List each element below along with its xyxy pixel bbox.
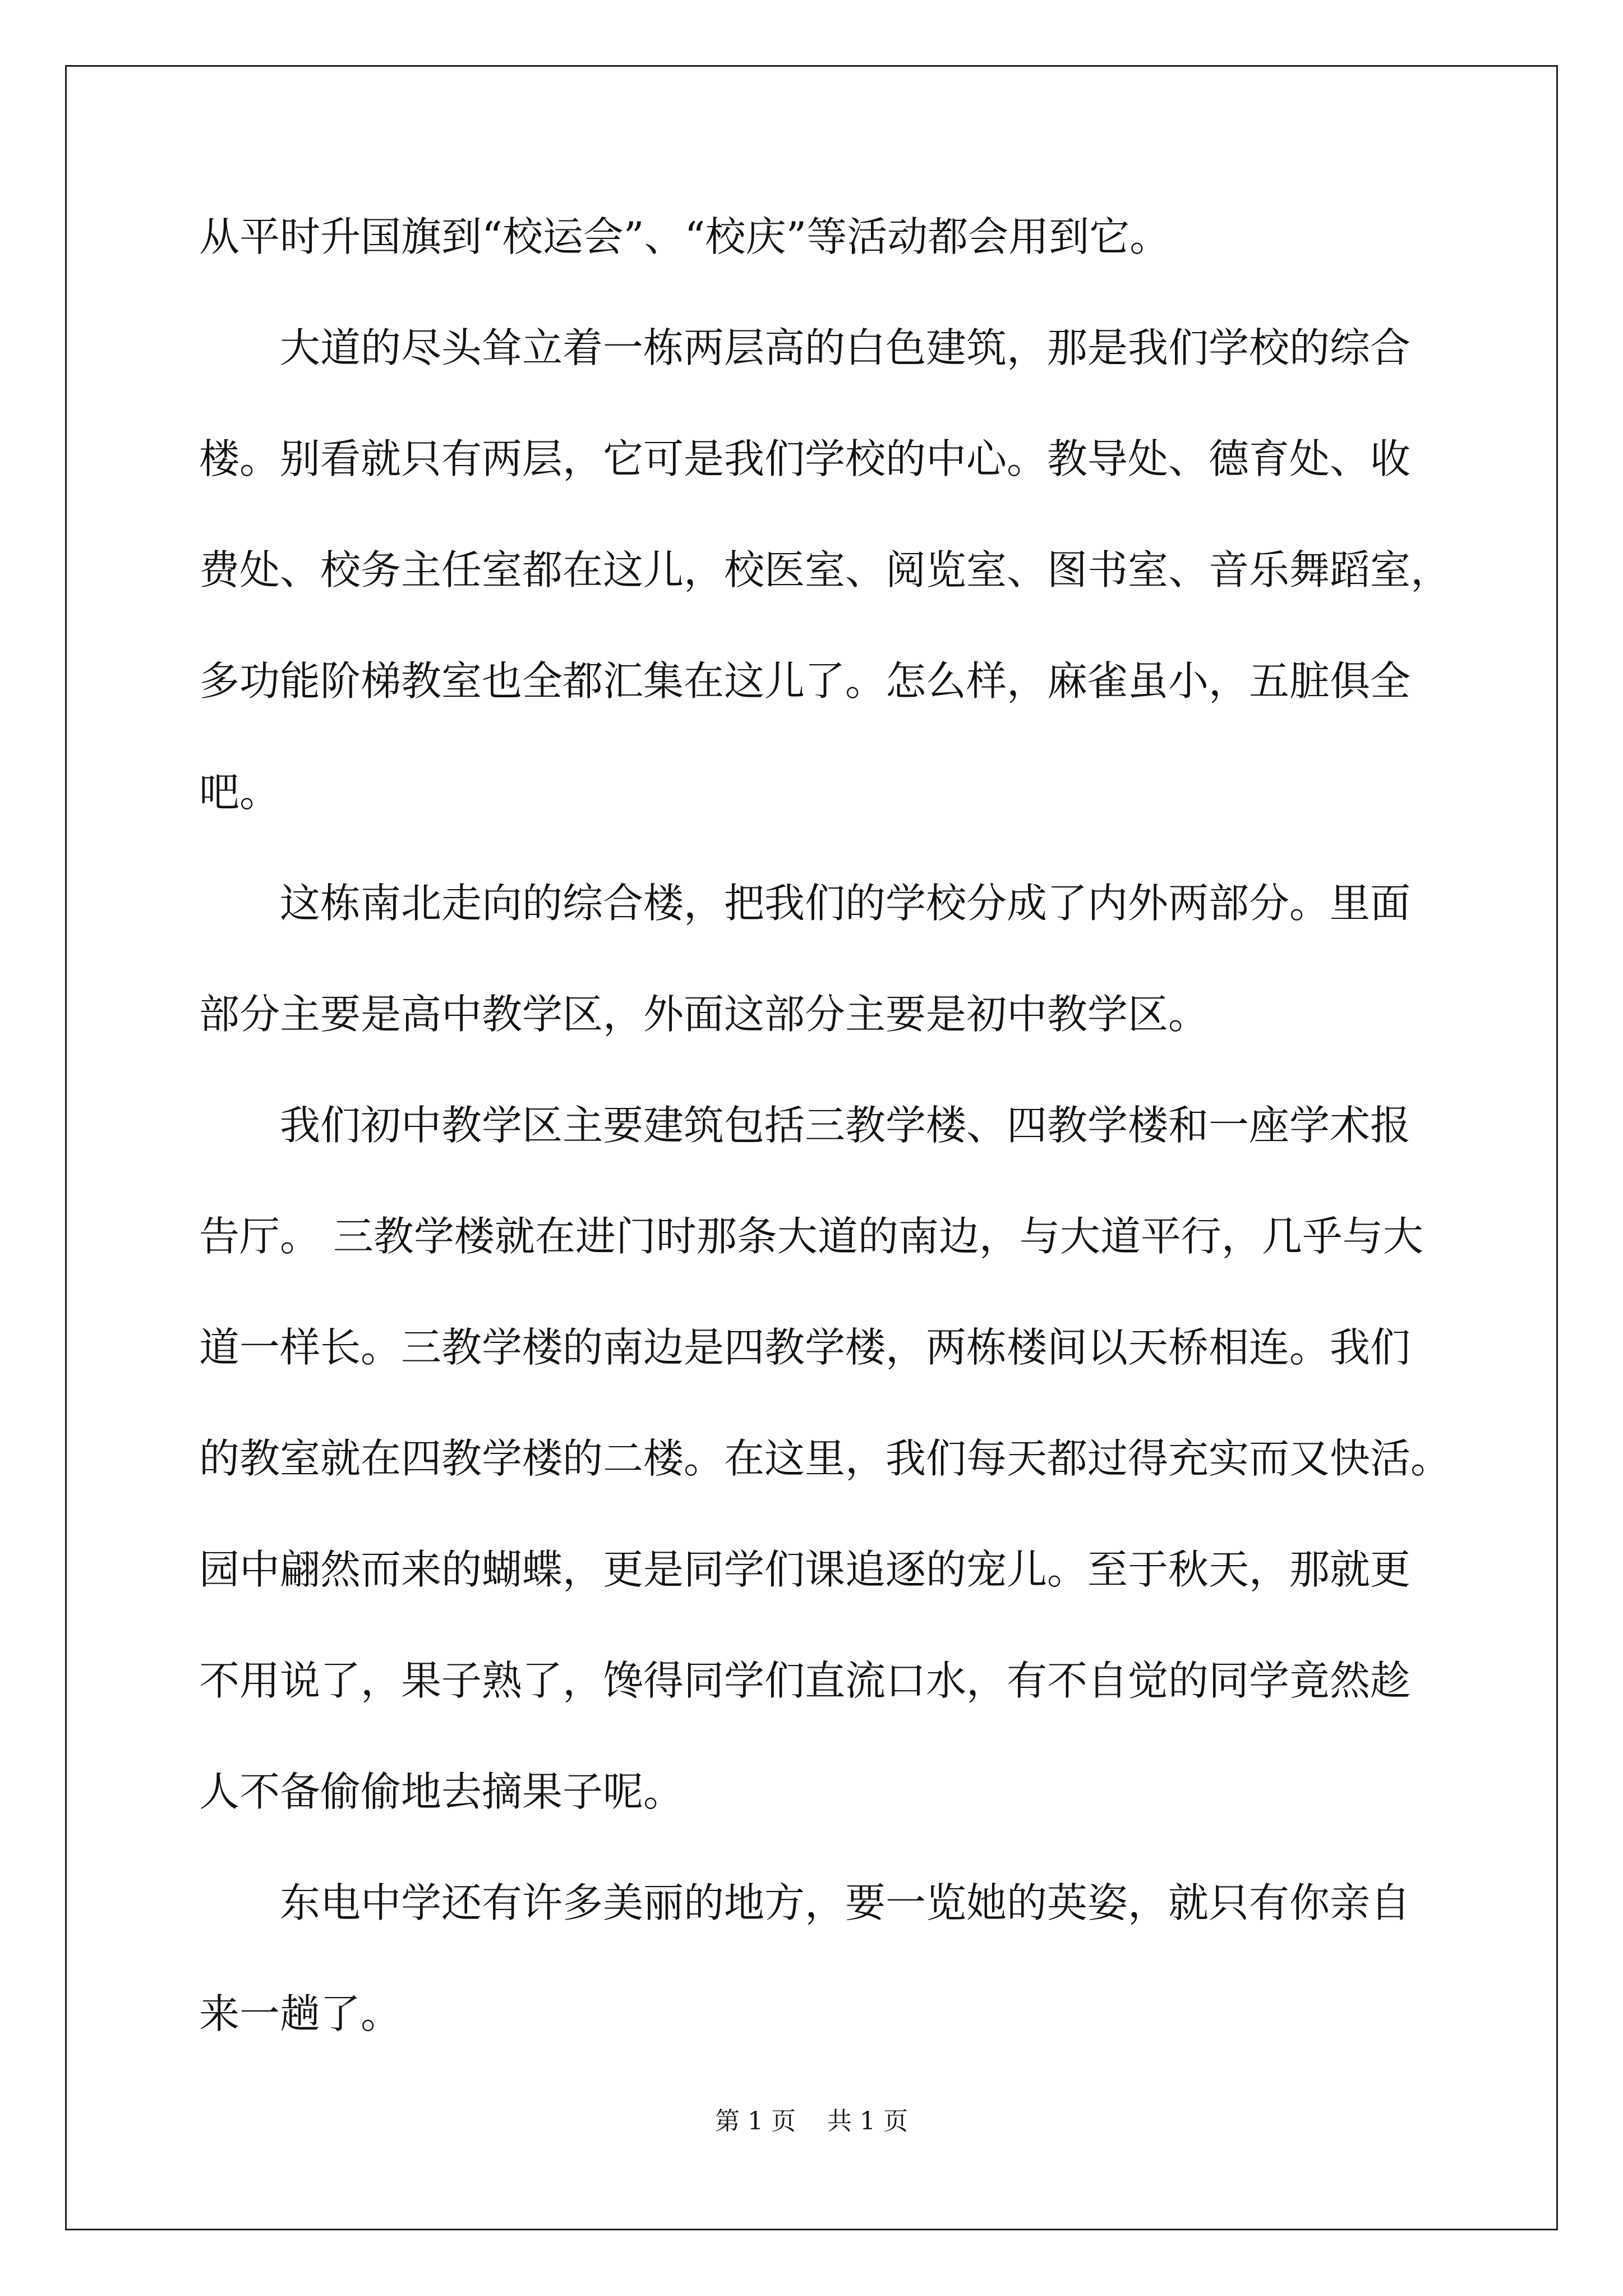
text-line: 从平时升国旗到“校运会”、“校庆”等活动都会用到它。 xyxy=(199,213,1170,260)
paragraph-first-line: 东电中学还有许多美丽的地方，要一览她的英姿，就只有你亲自 xyxy=(280,1879,1411,1926)
text-line: 的教室就在四教学楼的二楼。在这里，我们每天都过得充实而又快活。 xyxy=(199,1435,1451,1482)
page-number: 第 1 页 xyxy=(715,2107,796,2136)
page-footer xyxy=(0,2101,1623,2137)
text-line: 多功能阶梯教室也全都汇集在这儿了。怎么样，麻雀虽小，五脏俱全 xyxy=(199,657,1411,705)
text-line: 来一趟了。 xyxy=(199,1990,402,2037)
text-line: 道一样长。三教学楼的南边是四教学楼，两栋楼间以天桥相连。我们 xyxy=(199,1324,1411,1371)
page-total: 共 1 页 xyxy=(827,2107,908,2136)
text-line: 吧。 xyxy=(199,769,280,816)
text-line: 部分主要是高中教学区，外面这部分主要是初中教学区。 xyxy=(199,991,1209,1038)
text-line: 告厅。 三教学楼就在进门时那条大道的南边，与大道平行，几乎与大 xyxy=(199,1213,1423,1260)
paragraph-first-line: 这栋南北走向的综合楼，把我们的学校分成了内外两部分。里面 xyxy=(280,880,1411,927)
paragraph-first-line: 大道的尽头耸立着一栋两层高的白色建筑，那是我们学校的综合 xyxy=(280,324,1411,371)
text-line: 楼。别看就只有两层，它可是我们学校的中心。教导处、德育处、收 xyxy=(199,435,1411,482)
text-line: 不用说了，果子熟了，馋得同学们直流口水，有不自觉的同学竟然趁 xyxy=(199,1657,1411,1704)
text-line: 人不备偷偷地去摘果子呢。 xyxy=(199,1768,684,1815)
text-line: 费处、校务主任室都在这儿，校医室、阅览室、图书室、音乐舞蹈室， xyxy=(199,546,1451,593)
text-line: 园中翩然而来的蝴蝶，更是同学们课追逐的宠儿。至于秋天，那就更 xyxy=(199,1546,1411,1593)
paragraph-first-line: 我们初中教学区主要建筑包括三教学楼、四教学楼和一座学术报 xyxy=(280,1102,1411,1149)
